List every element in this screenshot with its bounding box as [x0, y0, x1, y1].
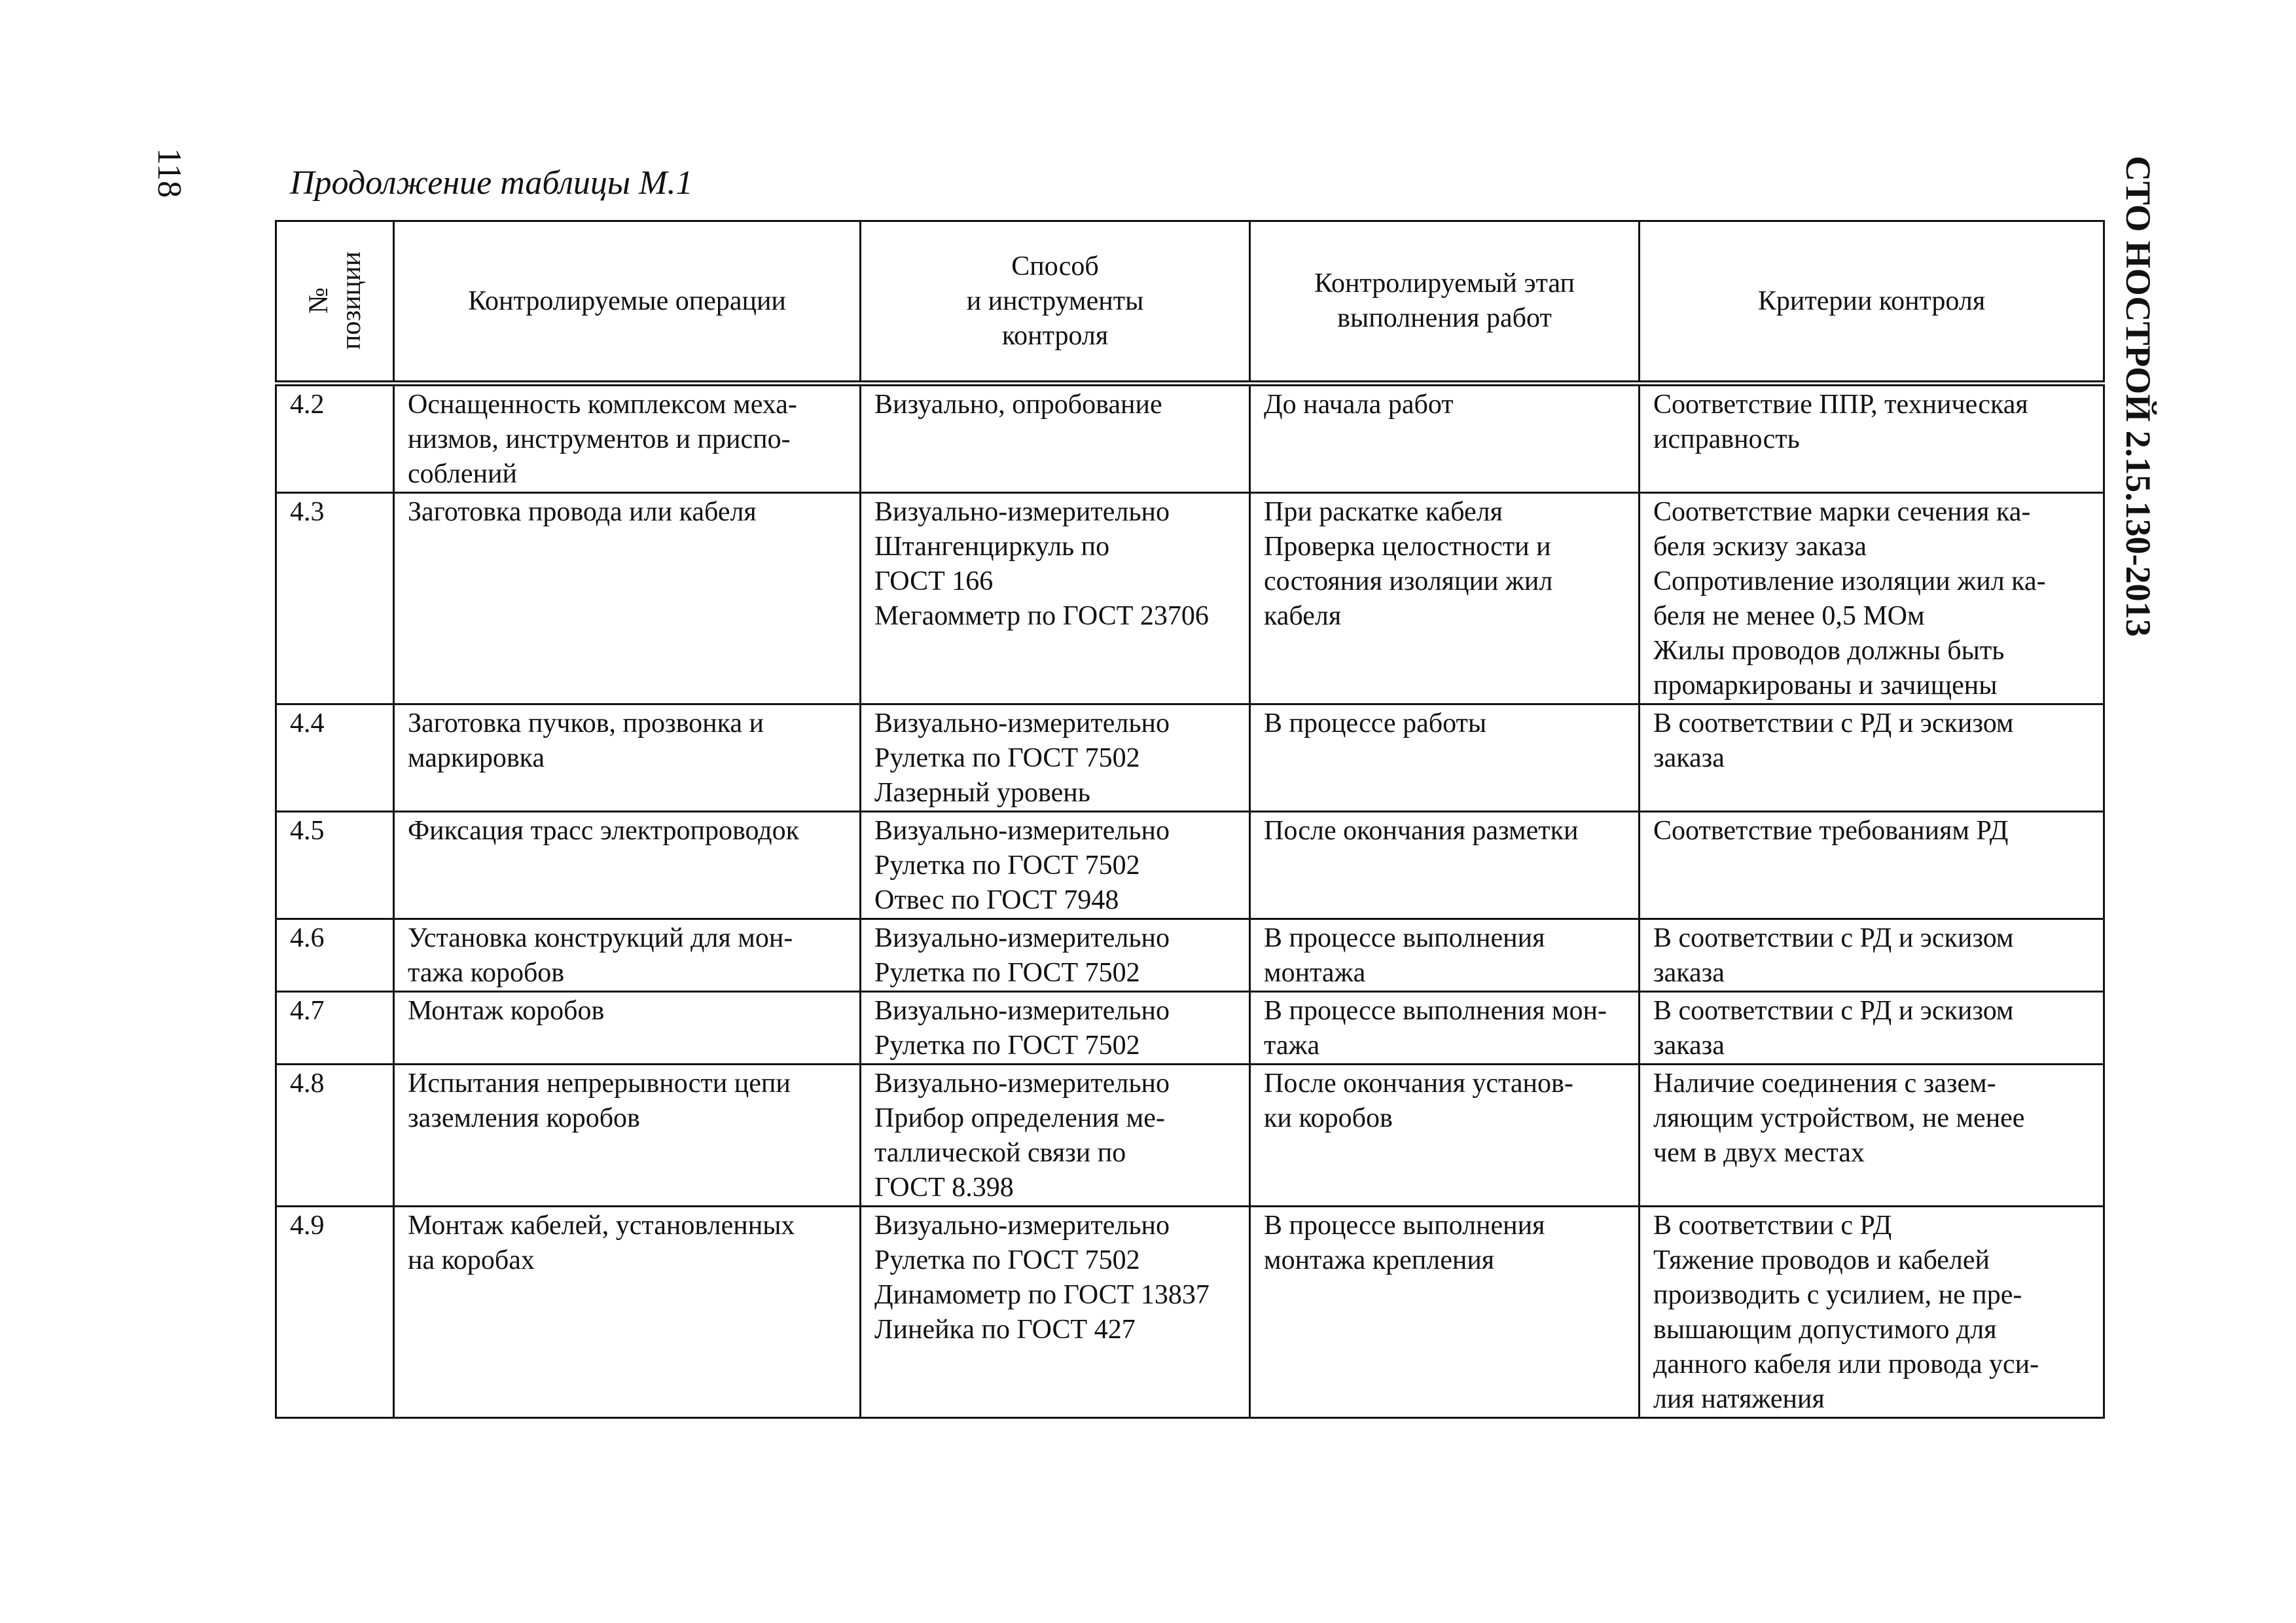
- stage-cell-line: В процессе работы: [1264, 708, 1487, 739]
- operation-cell-line: заземления коробов: [408, 1103, 640, 1133]
- method-cell-line: Визуально-измерительно: [874, 816, 1170, 846]
- criteria-cell-line: лия натяжения: [1653, 1384, 1825, 1414]
- method-cell: [861, 1065, 1250, 1207]
- criteria-cell-line: чем в двух местах: [1653, 1138, 1865, 1168]
- operation-cell-line: Установка конструкций для мон-: [408, 923, 793, 953]
- stage-cell: [1250, 919, 1640, 992]
- method-cell-line: Динамометр по ГОСТ 13837: [874, 1280, 1210, 1310]
- stage-cell: [1250, 1065, 1640, 1207]
- criteria-cell: [1640, 704, 2104, 812]
- criteria-cell-line: Соответствие марки сечения ка-: [1653, 497, 2031, 527]
- header-stage-line: выполнения работ: [1337, 303, 1552, 333]
- header-position-line: №: [303, 287, 334, 314]
- criteria-cell: [1640, 919, 2104, 992]
- operation-cell-line: Заготовка провода или кабеля: [408, 497, 757, 527]
- header-method-line: и инструменты: [966, 285, 1144, 316]
- method-cell-line: Визуально-измерительно: [874, 497, 1170, 527]
- criteria-cell-line: В соответствии с РД и эскизом: [1653, 923, 2014, 953]
- position-cell: 4.9: [276, 1207, 394, 1418]
- criteria-cell-line: Тяжение проводов и кабелей: [1653, 1245, 1990, 1275]
- criteria-cell-line: Жилы проводов должны быть: [1653, 636, 2005, 666]
- table-row: [276, 493, 2104, 704]
- stage-cell: [1250, 384, 1640, 493]
- criteria-cell: [1640, 1207, 2104, 1418]
- position-cell: 4.4: [276, 704, 394, 812]
- header-criteria-line: Критерии контроля: [1757, 285, 1986, 316]
- header-method: [861, 221, 1250, 384]
- operation-cell-line: Заготовка пучков, прозвонка и: [408, 708, 764, 739]
- method-cell: [861, 1207, 1250, 1418]
- header-stage: [1250, 221, 1640, 384]
- method-cell-line: Линейка по ГОСТ 427: [874, 1315, 1136, 1345]
- table-body: [276, 384, 2104, 1418]
- position-cell: 4.8: [276, 1065, 394, 1207]
- method-cell-line: Визуально-измерительно: [874, 996, 1170, 1026]
- method-cell-line: Визуально, опробование: [874, 390, 1162, 420]
- criteria-cell-line: данного кабеля или провода уси-: [1653, 1349, 2039, 1379]
- operation-cell: [394, 1065, 861, 1207]
- header-operations-line: Контролируемые операции: [468, 285, 786, 316]
- stage-cell: [1250, 493, 1640, 704]
- position-cell: 4.2: [276, 384, 394, 493]
- stage-cell-line: В процессе выполнения: [1264, 1211, 1545, 1241]
- criteria-cell-line: Наличие соединения с зазем-: [1653, 1068, 1996, 1099]
- stage-cell-line: ки коробов: [1264, 1103, 1393, 1133]
- position-cell: 4.6: [276, 919, 394, 992]
- criteria-cell: [1640, 812, 2104, 919]
- operation-cell-line: Монтаж кабелей, установленных: [408, 1211, 795, 1241]
- method-cell-line: Рулетка по ГОСТ 7502: [874, 850, 1140, 881]
- criteria-cell-line: заказа: [1653, 1030, 1725, 1061]
- method-cell-line: Лазерный уровень: [874, 778, 1090, 808]
- operation-cell: [394, 384, 861, 493]
- method-cell-line: Рулетка по ГОСТ 7502: [874, 743, 1140, 773]
- table-caption: Продолжение таблицы М.1: [290, 164, 693, 202]
- operation-cell-line: Испытания непрерывности цепи: [408, 1068, 791, 1099]
- table-row: [276, 919, 2104, 992]
- stage-cell-line: Проверка целостности и: [1264, 532, 1551, 562]
- operation-cell: [394, 704, 861, 812]
- stage-cell-line: монтажа: [1264, 958, 1366, 988]
- table-header-row: [276, 221, 2104, 384]
- operation-cell-line: соблений: [408, 459, 517, 489]
- table-row: [276, 1065, 2104, 1207]
- stage-cell-line: В процессе выполнения мон-: [1264, 996, 1607, 1026]
- stage-cell-line: При раскатке кабеля: [1264, 497, 1503, 527]
- position-cell: 4.3: [276, 493, 394, 704]
- header-method-line: Способ: [1011, 251, 1099, 282]
- criteria-cell: [1640, 992, 2104, 1065]
- criteria-cell-line: ляющим устройством, не менее: [1653, 1103, 2025, 1133]
- stage-cell: [1250, 704, 1640, 812]
- criteria-cell-line: В соответствии с РД и эскизом: [1653, 708, 2014, 739]
- method-cell: [861, 992, 1250, 1065]
- criteria-cell-line: заказа: [1653, 958, 1725, 988]
- method-cell-line: ГОСТ 8.398: [874, 1173, 1014, 1203]
- criteria-cell: [1640, 493, 2104, 704]
- operation-cell-line: Монтаж коробов: [408, 996, 605, 1026]
- operation-cell-line: тажа коробов: [408, 958, 565, 988]
- criteria-cell-line: В соответствии с РД: [1653, 1211, 1892, 1241]
- header-criteria: [1640, 221, 2104, 384]
- criteria-cell-line: беля не менее 0,5 МОм: [1653, 601, 1925, 631]
- position-cell: 4.5: [276, 812, 394, 919]
- method-cell-line: Отвес по ГОСТ 7948: [874, 885, 1119, 915]
- stage-cell-line: тажа: [1264, 1030, 1320, 1061]
- method-cell: [861, 919, 1250, 992]
- method-cell-line: Мегаомметр по ГОСТ 23706: [874, 601, 1209, 631]
- table-row: [276, 812, 2104, 919]
- method-cell: [861, 704, 1250, 812]
- method-cell-line: таллической связи по: [874, 1138, 1126, 1168]
- method-cell-line: Рулетка по ГОСТ 7502: [874, 1245, 1140, 1275]
- method-cell-line: Рулетка по ГОСТ 7502: [874, 1030, 1140, 1061]
- stage-cell-line: кабеля: [1264, 601, 1342, 631]
- criteria-cell-line: В соответствии с РД и эскизом: [1653, 996, 2014, 1026]
- stage-cell-line: состояния изоляции жил: [1264, 566, 1553, 596]
- header-operations: [394, 221, 861, 384]
- criteria-cell: [1640, 1065, 2104, 1207]
- operation-cell-line: Фиксация трасс электропроводок: [408, 816, 800, 846]
- operation-cell-line: низмов, инструментов и приспо-: [408, 424, 791, 454]
- stage-cell-line: После окончания разметки: [1264, 816, 1579, 846]
- table-row: [276, 992, 2104, 1065]
- document-code: СТО НОСТРОЙ 2.15.130-2013: [2119, 156, 2158, 637]
- method-cell-line: Рулетка по ГОСТ 7502: [874, 958, 1140, 988]
- stage-cell: [1250, 992, 1640, 1065]
- method-cell-line: ГОСТ 166: [874, 566, 994, 596]
- method-cell-line: Штангенциркуль по: [874, 532, 1110, 562]
- method-cell-line: Визуально-измерительно: [874, 708, 1170, 739]
- stage-cell-line: монтажа крепления: [1264, 1245, 1495, 1275]
- criteria-cell-line: заказа: [1653, 743, 1725, 773]
- position-cell: 4.7: [276, 992, 394, 1065]
- header-stage-line: Контролируемый этап: [1314, 268, 1575, 299]
- operation-cell: [394, 919, 861, 992]
- criteria-cell-line: производить с усилием, не пре-: [1653, 1280, 2022, 1310]
- criteria-cell-line: вышающим допустимого для: [1653, 1315, 1997, 1345]
- stage-cell: [1250, 1207, 1640, 1418]
- header-position-line: позиции: [336, 251, 367, 350]
- method-cell-line: Визуально-измерительно: [874, 923, 1170, 953]
- criteria-cell: [1640, 384, 2104, 493]
- method-cell: [861, 384, 1250, 493]
- criteria-cell-line: промаркированы и зачищены: [1653, 670, 1998, 701]
- method-cell: [861, 493, 1250, 704]
- stage-cell-line: В процессе выполнения: [1264, 923, 1545, 953]
- operation-cell: [394, 992, 861, 1065]
- operation-cell: [394, 1207, 861, 1418]
- header-method-line: контроля: [1001, 320, 1109, 351]
- stage-cell: [1250, 812, 1640, 919]
- operation-cell-line: маркировка: [408, 743, 545, 773]
- operation-cell: [394, 812, 861, 919]
- operation-cell: [394, 493, 861, 704]
- table-row: [276, 1207, 2104, 1418]
- method-cell: [861, 812, 1250, 919]
- criteria-cell-line: Сопротивление изоляции жил ка-: [1653, 566, 2046, 596]
- operation-cell-line: на коробах: [408, 1245, 535, 1275]
- control-table: [275, 220, 2105, 1419]
- criteria-cell-line: Соответствие ППР, техническая: [1653, 390, 2028, 420]
- page-number: 118: [151, 148, 188, 198]
- table-row: [276, 384, 2104, 493]
- criteria-cell-line: исправность: [1653, 424, 1800, 454]
- header-position: [276, 221, 394, 384]
- stage-cell-line: После окончания установ-: [1264, 1068, 1573, 1099]
- stage-cell-line: До начала работ: [1264, 390, 1454, 420]
- table-row: [276, 704, 2104, 812]
- criteria-cell-line: Соответствие требованиям РД: [1653, 816, 2009, 846]
- method-cell-line: Визуально-измерительно: [874, 1211, 1170, 1241]
- operation-cell-line: Оснащенность комплексом меха-: [408, 390, 797, 420]
- criteria-cell-line: беля эскизу заказа: [1653, 532, 1867, 562]
- method-cell-line: Визуально-измерительно: [874, 1068, 1170, 1099]
- method-cell-line: Прибор определения ме-: [874, 1103, 1165, 1133]
